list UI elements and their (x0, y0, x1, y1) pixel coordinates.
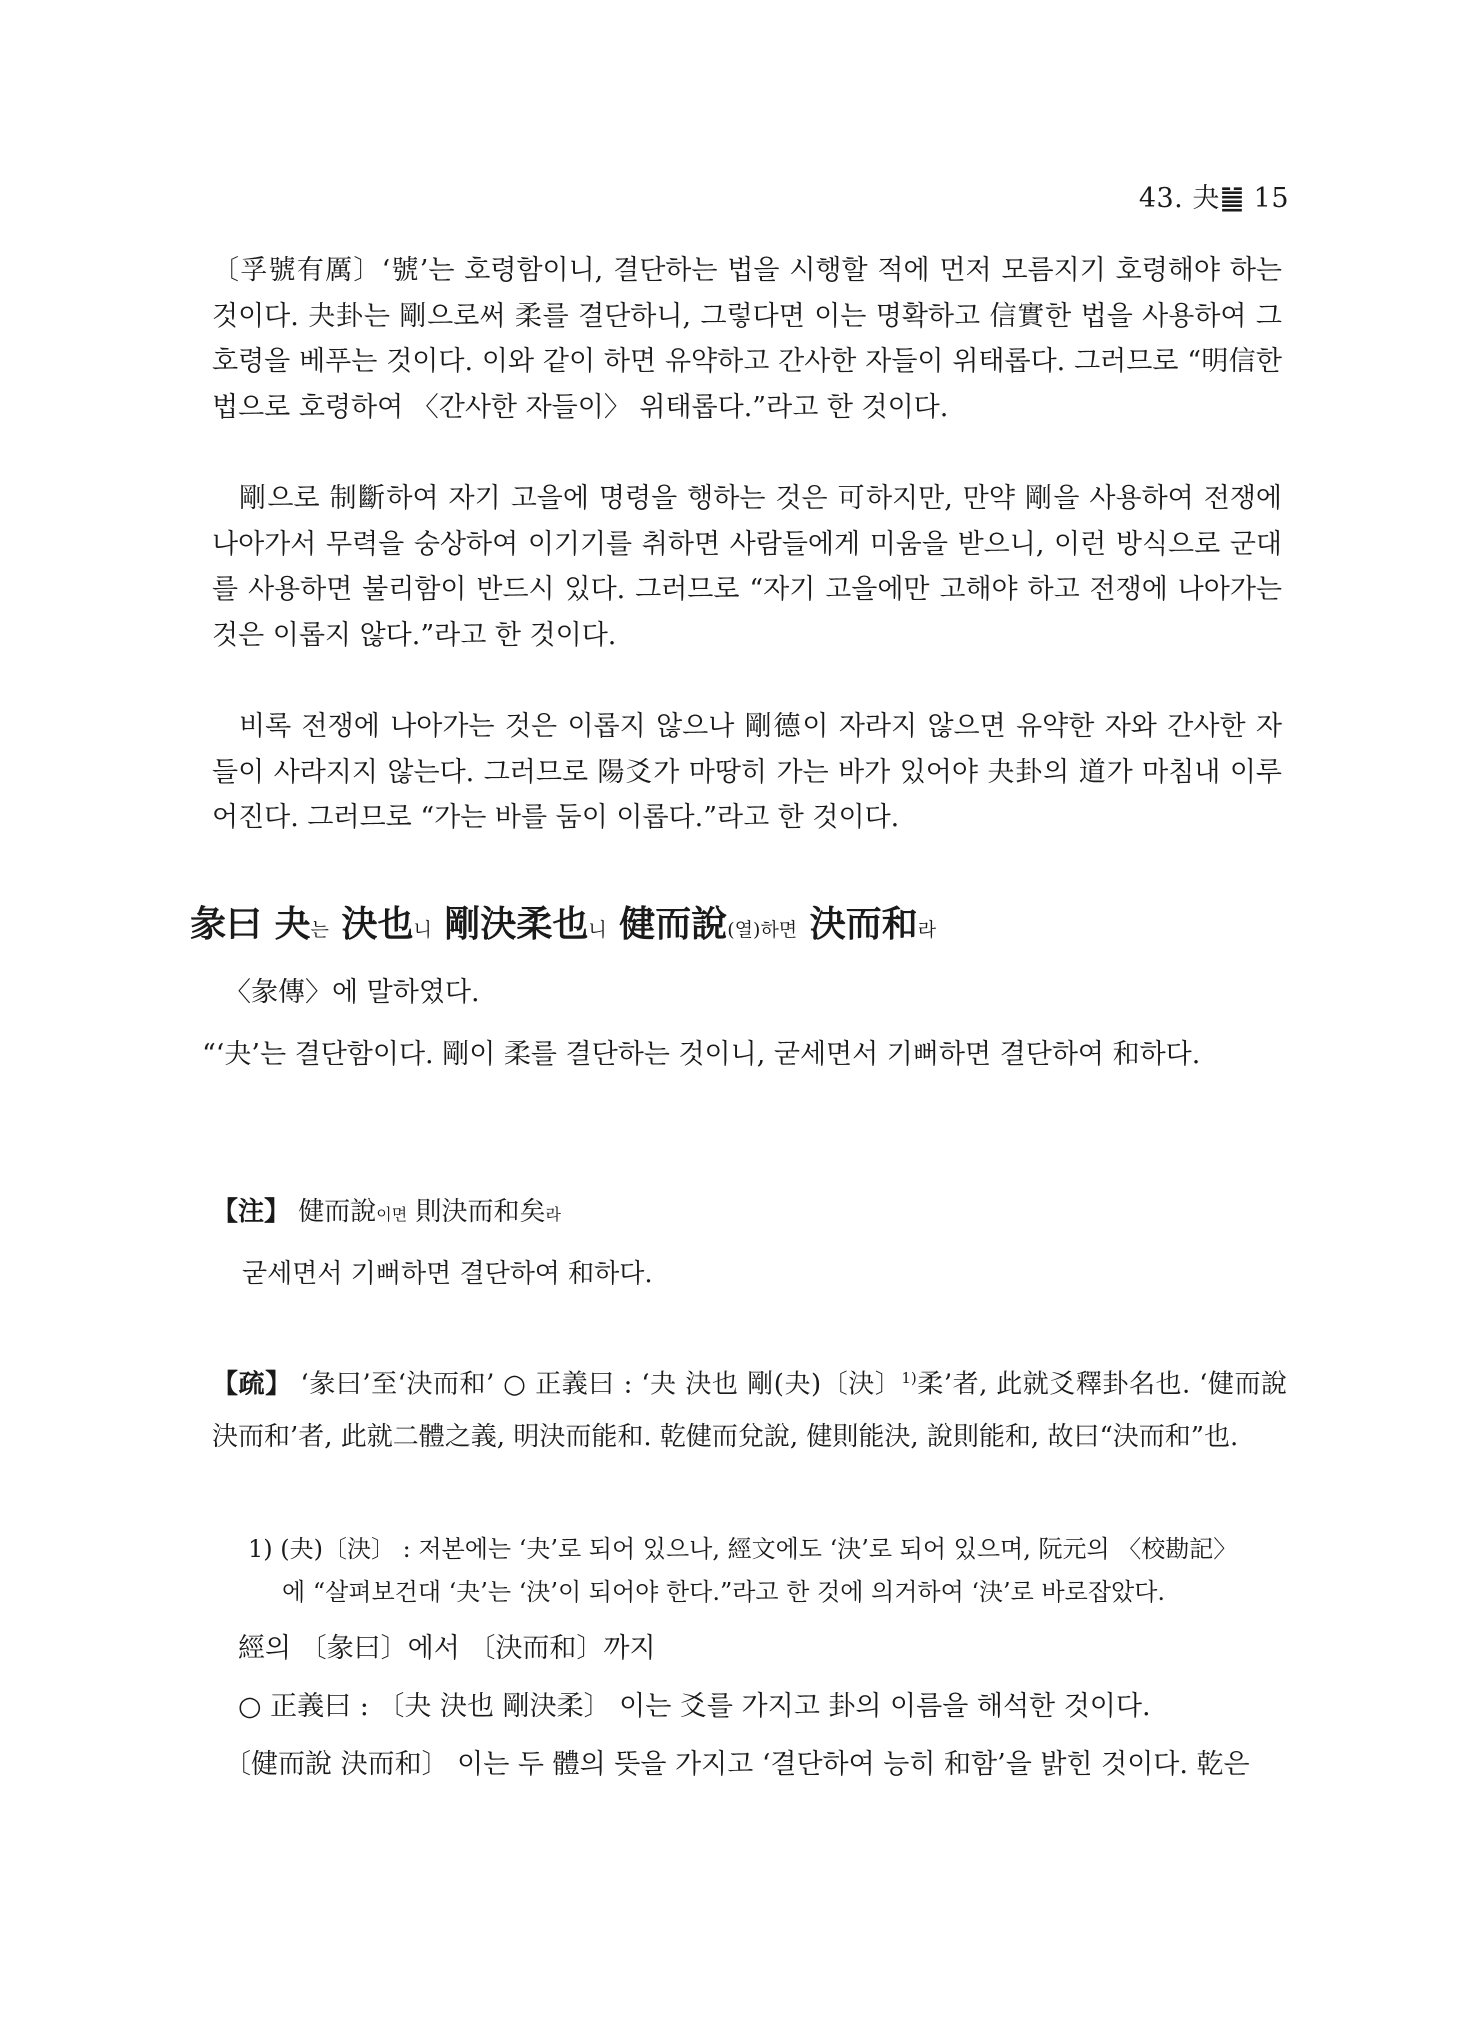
heading-particle-4: (열)하면 (727, 919, 798, 941)
heading-particle-2: 니 (413, 919, 432, 941)
footnote (248, 1528, 1288, 1614)
heading-text-3: 剛決柔也 (431, 903, 589, 945)
subcommentary-label: 【疏】 (212, 1369, 292, 1400)
note-text-1: 健而說 (290, 1197, 377, 1227)
subcommentary-translation-3: 〔健而說 決而和〕 이는 두 體의 뜻을 가지고 ‘결단하여 능히 和함’을 밝힌 것이다. 乾은 (224, 1749, 1250, 1780)
subcommentary (212, 1352, 1287, 1463)
heading-text-4: 健而說 (606, 903, 728, 945)
heading-text-2: 決也 (328, 903, 414, 945)
note-translation: 굳세면서 기뻐하면 결단하여 和하다. (242, 1259, 653, 1289)
page-header: 43. 夬䷪ 15 (1138, 183, 1289, 214)
note-particle-2: 라 (545, 1205, 561, 1224)
subcommentary-translation-1: 經의 〔彖曰〕에서 〔決而和〕까지 (238, 1633, 656, 1664)
commentary-note (212, 1188, 1282, 1239)
body-paragraph-2: 剛으로 制斷하여 자기 고을에 명령을 행하는 것은 可하지만, 만약 剛을 사용하여 전쟁에 나아가서 무력을 숭상하여 이기기를 취하면 사람들에게 미움을 받으니, 이런 방식으로 군대를 사용하면 불리함이 반드시 있다. 그러므로 “자기 고을에만 고해야 하고 전쟁에 나아가는 것은 이롭지 않다.”라고 한 것이다. (212, 483, 1282, 651)
heading-text-5: 決而和 (797, 903, 918, 945)
subcommentary-text-a: ‘彖曰’至‘決而和’ ○ 正義曰 : ‘夬 決也 剛(夬)〔決〕 (291, 1369, 902, 1400)
scripture-heading (190, 898, 1290, 956)
note-particle-1: 이면 (376, 1205, 408, 1224)
heading-text-1: 彖曰 夬 (190, 903, 311, 945)
body-paragraph-1: 〔孚號有厲〕‘號’는 호령함이니, 결단하는 법을 시행할 적에 먼저 모름지기 호령해야 하는 것이다. 夬卦는 剛으로써 柔를 결단하니, 그렇다면 이는 명확하고 信實한 법을 사용하여 그 호령을 베푸는 것이다. 이와 같이 하면 유약하고 간사한 자들이 위태롭다. 그러므로 “明信한 법으로 호령하여 〈간사한 자들이〉 위태롭다.”라고 한 것이다. (212, 255, 1282, 423)
footnote-ref: 1) (901, 1369, 917, 1387)
subcommentary-text-b: 柔’者, 此就爻釋卦名也. ‘健而說 決而和’者, 此就二體之義, 明決而能和. 乾健而兌說, 健則能決, 說則能和, 故曰“決而和”也. (212, 1369, 1287, 1452)
heading-particle-5: 라 (917, 919, 937, 941)
body-paragraph-3: 비록 전쟁에 나아가는 것은 이롭지 않으나 剛德이 자라지 않으면 유약한 자와 간사한 자들이 사라지지 않는다. 그러므로 陽爻가 마땅히 가는 바가 있어야 夬卦의 道가 마침내 이루어진다. 그러므로 “가는 바를 둠이 이롭다.”라고 한 것이다. (212, 711, 1282, 833)
heading-particle-3: 니 (588, 919, 607, 941)
note-text-2: 則決而和矣 (407, 1197, 546, 1227)
heading-particle-1: 는 (310, 919, 329, 941)
footnote-line-1: 1) (夬)〔決〕 : 저본에는 ‘夬’로 되어 있으나, 經文에도 ‘決’로 되어 있으며, 阮元의 〈校勘記〉 (248, 1535, 1238, 1563)
subcommentary-translation-2: ○ 正義曰 : 〔夬 決也 剛決柔〕 이는 爻를 가지고 卦의 이름을 해석한 것이다. (238, 1691, 1151, 1722)
footnote-line-2: 에 “살펴보건대 ‘夬’는 ‘決’이 되어야 한다.”라고 한 것에 의거하여 ‘決’로 바로잡았다. (282, 1578, 1166, 1606)
note-label: 【注】 (212, 1197, 291, 1227)
translation-body: “‘夬’는 결단함이다. 剛이 柔를 결단하는 것이니, 굳세면서 기뻐하면 결단하여 和하다. (202, 1039, 1201, 1070)
translation-intro: 〈彖傳〉에 말하였다. (224, 977, 480, 1008)
